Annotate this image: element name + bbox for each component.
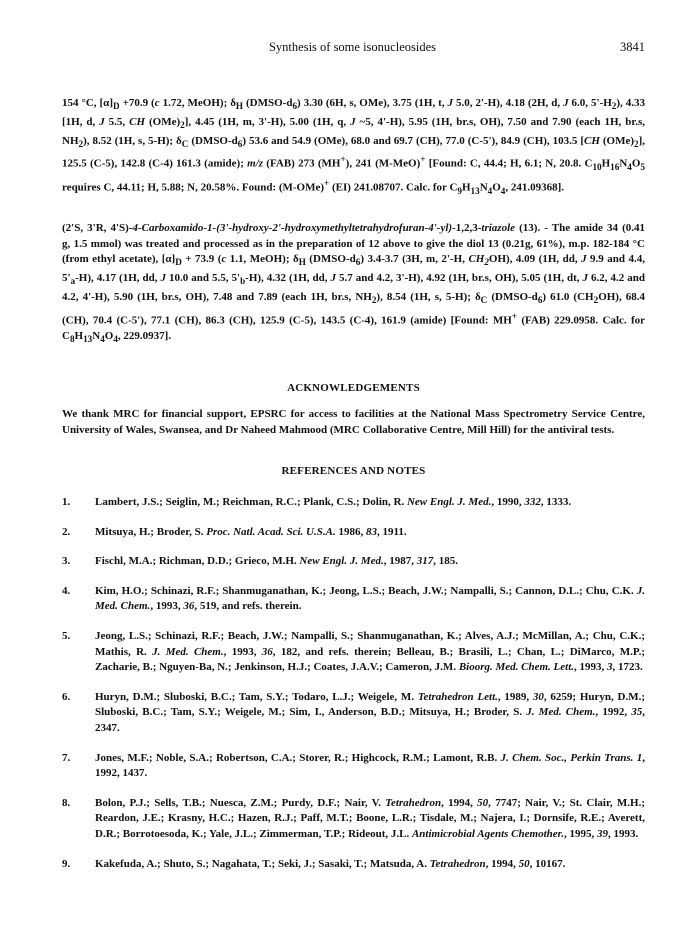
experimental-paragraph-12: 154 °C, $[\alpha]_D +70.9$ (c 1.72, MeOH); $\delta_H$ $(DMSO-d_6)$ 3.30 (6H, s, OMe), 3.75 (1H, t, J 5.0, 2'-H), 4.18 (2H, d, J 6.0, $5'-H_2$), 4.33 [1H, d, J 5.5, CH $(OMe)_2$], 4.45 (1H, m, 3'-H), 5.00 (1H, q, J ~5, 4'-H), 5.95 (1H, br.s, OH), 7.50 and 7.90 (each 1H, br.s, $NH_2$), 8.52 (1H, s, 5-H); $\delta_C$ $(DMSO-d_6)$ 53.6 and 54.9 (OMe), 68.0 and 69.7 (CH), 77.0 (C-5'), 84.9 (CH), 103.5 [CH $(OMe)_2$], 125.5 (C-5), 142.8 (C-4) 161.3 (amide); m/z (FAB) 273 (MH+), 241 (M-MeO)+ [Found: C, 44.4; H, 6.1; N, 20.8. $C_{10}H_{16}N_4O_5$ requires C, 44.11; H, 5.88; N, 20.58%. Found: (M-OMe)+ (EI) 241.08707. Calc. for $C_9H_{13}N_4O_4$, 241.09368]. [62, 97, 646, 196]
reference-text: Fischl, M.A.; Richman, D.D.; Grieco, M.H. New Engl. J. Med., 1987, 317, 185. [95, 555, 458, 568]
reference-text: Lambert, J.S.; Seiglin, M.; Reichman, R.C.; Plank, C.S.; Dolin, R. New Engl. J. Med., 1990, 332, 1333. [95, 496, 572, 508]
reference-number: 9. [62, 857, 71, 870]
reference-item [62, 690, 645, 737]
reference-item [62, 796, 645, 843]
reference-text: Bolon, P.J.; Sells, T.B.; Nuesca, Z.M.; Purdy, D.F.; Nair, V. Tetrahedron, 1994, 50, 7747; Nair, V.; St. Clair, M.H.; Reardon, J.E.; Krasny, H.C.; Hazen, R.J.; Paff, M.T.; Boone, L.R.; Tisdale, M.; Najera, I.; Dornsife, R.E.; Averett, D.R.; Borrotoesoda, K.; Yale, J.L.; Zimmerman, T.P.; Rideout, J.L. Antimicrobial Agents Chemother., 1995, 39, 1993. [95, 796, 646, 840]
acknowledgements-text: We thank MRC for financial support, EPSRC for access to facilities at the National Mass Spectrometry Service Centre, University of Wales, Swansea, and Dr Naheed Mahmood (MRC Collaborative Centre, Mill Hill) for the antiviral tests. [62, 408, 645, 436]
reference-number: 6. [62, 690, 71, 703]
page-number: 3841 [620, 40, 645, 54]
experimental-paragraph-13: (2'S, 3'R, 4'S)-4-Carboxamido-1-(3'-hydroxy-2'-hydroxymethyltetrahydrofuran-4'-yl)-1,2,3-triazole (13). - The amide 34 (0.41 g, 1.5 mmol) was treated and processed as in the preparation of 12 above to give the diol 13 (0.21g, 61%), m.p. 182-184 °C (from ethyl acetate), $[\alpha]_D + 73.9$ (c 1.1, MeOH); $\delta_H$ $(DMSO-d_6)$ 3.4-3.7 (3H, m, 2'-H, $CH_2OH$), 4.09 (1H, dd, J 9.9 and 4.4, $5'_a-H$), 4.17 (1H, dd, J 10.0 and 5.5, $5'_b-H$), 4.32 (1H, dd, J 5.7 and 4.2, 3'-H), 4.92 (1H, br.s, OH), 5.05 (1H, dt, J 6.2, 4.2 and 4.2, 4'-H), 5.90 (1H, br.s, OH), 7.48 and 7.89 (each 1H, br.s, $NH_2$), 8.54 (1H, s, 5-H); $\delta_C$ $(DMSO-d_6)$ 61.0 $(CH_2OH)$, 68.4 (CH), 70.4 (C-5'), 77.1 (CH), 86.3 (CH), 125.9 (C-5), 143.5 (C-4), 161.9 (amide) [Found: MH+ (FAB) 229.0958. Calc. for $C_8H_{13}N_4O_4$, 229.0937]. [62, 222, 646, 344]
reference-number: 5. [62, 629, 71, 642]
reference-text: Kakefuda, A.; Shuto, S.; Nagahata, T.; Seki, J.; Sasaki, T.; Matsuda, A. Tetrahedron, 1994, 50, 10167. [95, 857, 566, 870]
reference-item [62, 584, 645, 615]
reference-number: 7. [62, 751, 71, 764]
reference-list [62, 495, 645, 872]
references-heading: REFERENCES AND NOTES [281, 465, 426, 477]
reference-number: 8. [62, 796, 71, 809]
reference-text: Jeong, L.S.; Schinazi, R.F.; Beach, J.W.; Nampalli, S.; Shanmuganathan, K.; Alves, A.J.; McMillan, A.; Chu, C.K.; Mathis, R. J. Med. Chem., 1993, 36, 182, and refs. therein; Belleau, B.; Brasili, L.; Chan, L.; DiMarco, M.P.; Zacharie, B.; Nguyen-Ba, N.; Jenkinson, H.J.; Coates, J.A.V.; Cameron, J.M. Bioorg. Med. Chem. Lett., 1993, 3, 1723. [95, 629, 646, 674]
page-header [60, 40, 645, 56]
reference-number: 3. [62, 555, 71, 568]
reference-text: Kim, H.O.; Schinazi, R.F.; Shanmuganathan, K.; Jeong, L.S.; Beach, J.W.; Nampalli, S.; Cannon, D.L.; Chu, C.K. J. Med. Chem., 1993, 36, 519, and refs. therein. [95, 584, 645, 613]
acknowledgements-heading: ACKNOWLEDGEMENTS [287, 382, 420, 394]
reference-item [62, 554, 645, 570]
running-title: Synthesis of some isonucleosides [268, 40, 436, 54]
reference-text: Mitsuya, H.; Broder, S. Proc. Natl. Acad. Sci. U.S.A. 1986, 83, 1911. [95, 525, 407, 538]
reference-number: 2. [62, 525, 71, 538]
reference-text: Huryn, D.M.; Sluboski, B.C.; Tam, S.Y.; Todaro, L.J.; Weigele, M. Tetrahedron Lett., 1989, 30, 6259; Huryn, D.M.; Sluboski, B.C.; Tam, S.Y.; Weigele, M.; Sim, I., Anderson, B.D.; Mitsuya, H.; Broder, S. J. Med. Chem., 1992, 35, 2347. [95, 690, 646, 734]
reference-text: Jones, M.F.; Noble, S.A.; Robertson, C.A.; Storer, R.; Highcock, R.M.; Lamont, R.B. J. Chem. Soc., Perkin Trans. 1, 1992, 1437. [95, 751, 645, 780]
reference-item [62, 525, 645, 541]
reference-item [62, 857, 645, 873]
reference-item [62, 751, 645, 782]
reference-item [62, 495, 645, 511]
reference-number: 1. [62, 496, 71, 508]
reference-item [62, 629, 645, 676]
reference-number: 4. [62, 584, 71, 597]
